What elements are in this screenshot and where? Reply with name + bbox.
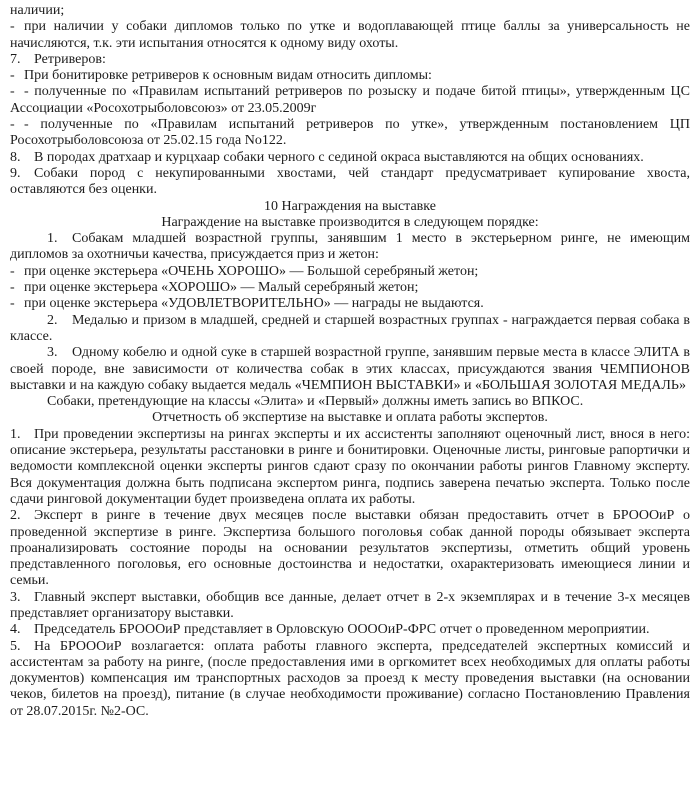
list-item bbox=[10, 590, 690, 623]
list-item bbox=[10, 296, 690, 312]
list-number-marker: 4. bbox=[10, 622, 21, 638]
paragraph-text: Собакам младшей возрастной группы, занявшим 1 место в экстерьерном ринге, не имеющим дипломов за охотничьи качества, присуждается приз и жетон: bbox=[10, 231, 690, 263]
list-dash-marker: - bbox=[10, 263, 15, 279]
paragraph-text: - полученные по «Правилам испытаний ретриверов по розыску и подаче битой птицы», утвержденным ЦС Ассоциации «Росохотрыболовсоюз» от 23.05.2009г bbox=[10, 84, 690, 116]
list-item bbox=[10, 166, 690, 199]
paragraph-text: Ретриверов: bbox=[34, 51, 106, 67]
list-dash-marker: - bbox=[10, 117, 15, 133]
paragraph-text: Эксперт в ринге в течение двух месяцев после выставки обязан предоставить отчет в БРОООиР о проведенной экспертизе в ринге. Экспертиза большого поголовья собак данной породы обязывает эксперта проанализировать состояние породы на основании результатов экспертизы, отметить общий уровень представленного поголовья, его основные достоинства и недостатки, охарактеризовать имеющиеся линии и семьи. bbox=[10, 508, 690, 589]
list-number-marker: 3. bbox=[47, 345, 58, 361]
list-item bbox=[10, 264, 690, 280]
list-number-marker: 2. bbox=[47, 312, 58, 328]
paragraph-text: Одному кобелю и одной суке в старшей возрастной группе, занявшим первые места в классе ЭЛИТА в своей породе, вне зависимости от количества собак в этих классах, присуждаются звания ЧЕМПИОНОВ выставки и на каждую собаку выдается медаль «ЧЕМПИОН ВЫСТАВКИ» и «БОЛЬШАЯ ЗОЛОТАЯ МЕДАЛЬ» bbox=[10, 345, 690, 393]
list-number-marker: 1. bbox=[10, 426, 21, 442]
paragraph-text: Собаки пород с некупированными хвостами, чей стандарт предусматривает купирование хвоста, оставляются без оценки. bbox=[10, 165, 690, 198]
section-heading-awards: 10 Награждения на выставке bbox=[264, 198, 436, 214]
paragraph-text: В породах дратхаар и курцхаар собаки черного с сединой окраса выставляются на общих основаниях. bbox=[34, 149, 644, 165]
list-item bbox=[10, 622, 690, 638]
list-item bbox=[10, 345, 690, 394]
list-dash-marker: - bbox=[10, 68, 15, 84]
list-item bbox=[10, 280, 690, 296]
paragraph-text: На БРОООиР возлагается: оплата работы главного эксперта, председателей экспертных комиссий и ассистентам за работу на ринге, (после предоставления ими в оргкомитет всех необходимых для оплаты работы документов) компенсация им транспортных расходов за проезд к месту проведения выставки (на основании чеков, билетов на проезд), питание (в случае необходимости проживание) согласно Постановлению Правления от 28.07.2015г. №2-ОС. bbox=[10, 638, 690, 719]
list-number-marker: 9. bbox=[10, 165, 21, 181]
list-number-marker: 5. bbox=[10, 638, 21, 654]
paragraph-text: При бонитировке ретриверов к основным видам относить дипломы: bbox=[24, 68, 432, 84]
paragraph-text: Медалью и призом в младшей, средней и старшей возрастных группах - награждается первая собака в классе. bbox=[10, 312, 690, 344]
list-item bbox=[10, 427, 690, 508]
paragraph-text: При проведении экспертизы на рингах эксперты и их ассистенты заполняют оценочный лист, внося в него: описание экстерьера, результаты расстановки в ринге и бонитировки. Оценочные листы, ринговые рапортички и ведомости комплексной оценки эксперты рингов сдают сразу по окончании работы рингов Главному эксперту. Вся документация должна быть подписана экспертом ринга, подпись заверена печатью эксперта. Только после сдачи ринговой документации будет произведена оплата их работы. bbox=[10, 426, 690, 507]
list-dash-marker: - bbox=[10, 19, 15, 35]
list-item bbox=[10, 150, 690, 166]
paragraph-text: Председатель БРОООиР представляет в Орловскую ООООиР-ФРС отчет о проведенном мероприятии. bbox=[34, 622, 650, 638]
list-number-marker: 7. bbox=[10, 51, 21, 67]
section-heading-reporting: Отчетность об экспертизе на выставке и оплата работы экспертов. bbox=[152, 410, 548, 426]
paragraph bbox=[10, 394, 690, 410]
list-number-marker: 3. bbox=[10, 589, 21, 605]
list-item bbox=[10, 19, 690, 52]
list-item bbox=[10, 639, 690, 720]
paragraph-text: при оценке экстерьера «ХОРОШО» — Малый серебряный жетон; bbox=[24, 280, 419, 296]
list-dash-marker: - bbox=[10, 296, 15, 312]
list-number-marker: 8. bbox=[10, 149, 21, 165]
list-number-marker: 2. bbox=[10, 508, 21, 524]
list-number-marker: 1. bbox=[47, 231, 58, 247]
awards-intro-line: Награждение на выставке производится в следующем порядке: bbox=[161, 214, 539, 230]
list-item bbox=[10, 117, 690, 150]
list-item bbox=[10, 68, 690, 84]
list-item bbox=[10, 508, 690, 589]
paragraph bbox=[10, 3, 690, 19]
list-dash-marker: - bbox=[10, 84, 15, 100]
paragraph-text: - полученные по «Правилам испытаний ретриверов по утке», утвержденным постановлением ЦП Росохотрыболовсоюза от 25.02.15 года No122. bbox=[10, 117, 690, 149]
paragraph-text: при оценке экстерьера «ОЧЕНЬ ХОРОШО» — Большой серебряный жетон; bbox=[24, 263, 479, 279]
list-item bbox=[10, 84, 690, 117]
list-item bbox=[10, 52, 690, 68]
list-item bbox=[10, 231, 690, 264]
list-item bbox=[10, 313, 690, 346]
paragraph-text: Собаки, претендующие на классы «Элита» и «Первый» должны иметь запись во ВПКОС. bbox=[47, 394, 584, 410]
paragraph-text: наличии; bbox=[10, 3, 65, 18]
list-dash-marker: - bbox=[10, 280, 15, 296]
paragraph-text: Главный эксперт выставки, обобщив все данные, делает отчет в 2-х экземплярах и в течение 3-х месяцев представляет организатору выставки. bbox=[10, 589, 690, 621]
paragraph-text: при оценке экстерьера «УДОВЛЕТВОРИТЕЛЬНО» — награды не выдаются. bbox=[24, 296, 484, 312]
paragraph-text: при наличии у собаки дипломов только по утке и водоплавающей птице баллы за универсальность не начисляются, т.к. эти испытания относятся к одному виду охоты. bbox=[10, 19, 690, 51]
